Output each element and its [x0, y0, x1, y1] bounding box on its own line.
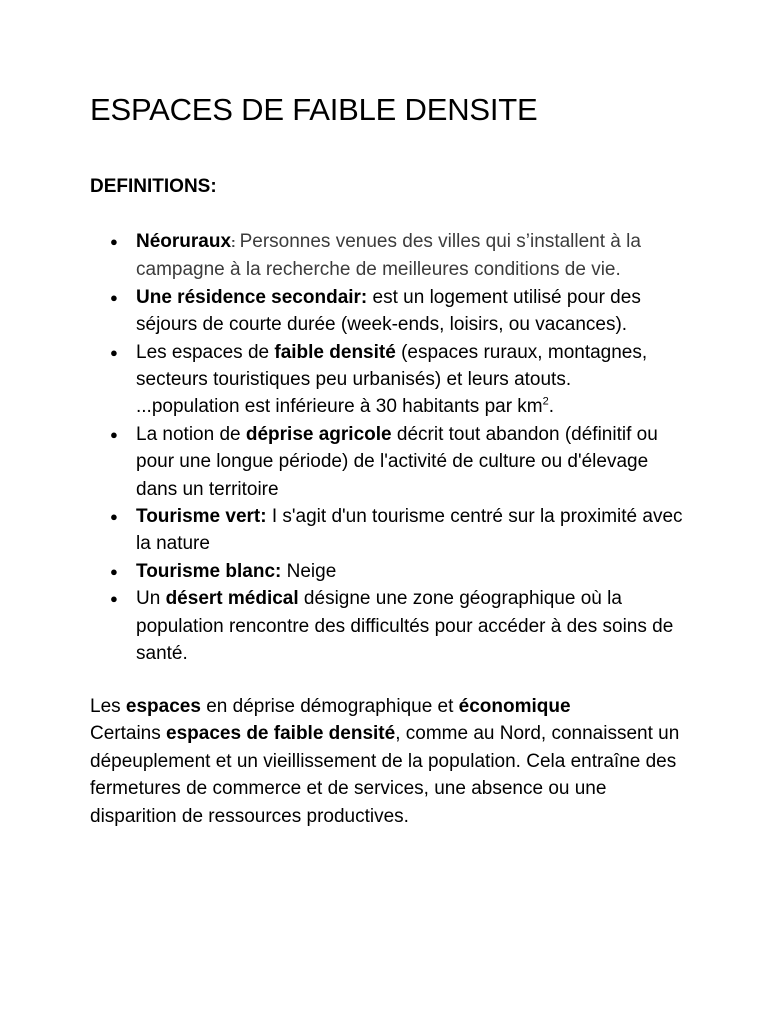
page-title: ESPACES DE FAIBLE DENSITE: [90, 92, 538, 127]
paragraph-text-4: , comme au Nord, connaissent un dépeuplement et un vieillissement de la population. Cela entraîne des fermetures de commerce et de services, une absence ou une disparition de ressources productives.: [90, 723, 680, 827]
definition-item-tourisme-blanc: [110, 558, 690, 585]
term-neoruraux: Néoruraux: [136, 231, 232, 252]
term-tourisme-vert: Tourisme vert:: [136, 506, 267, 528]
definitions-list: [110, 228, 690, 668]
paragraph-text-2: en déprise démographique et: [200, 696, 459, 717]
definition-text-faible-densite: (espaces ruraux, montagnes, secteurs touristiques peu urbanisés) et leurs atouts.: [136, 341, 648, 391]
definition-text-residence: est un logement utilisé pour des séjours de courte durée (week-ends, loisirs, ou vacances).: [136, 286, 641, 336]
term-desert: désert médical: [165, 588, 299, 610]
definition-pre-desert: Un: [136, 588, 166, 610]
definitions-heading: DEFINITIONS:: [90, 176, 217, 197]
paragraph-bold-espaces: espaces: [125, 696, 201, 717]
term-deprise: déprise agricole: [245, 423, 392, 445]
definition-text-neoruraux: Personnes venues des villes qui s’installent à la campagne à la recherche de meilleures conditions de vie.: [136, 231, 641, 281]
definition-pre-deprise: La notion de: [136, 423, 246, 445]
superscript-2: 2: [542, 396, 549, 409]
definition-text-tourisme-blanc: Neige: [281, 560, 337, 582]
body-paragraph: [90, 693, 690, 830]
paragraph-text-1: Les: [90, 696, 126, 717]
paragraph-bold-economique: économique: [458, 696, 571, 717]
term-separator: :: [231, 234, 240, 250]
definition-pre-faible-densite: Les espaces de: [136, 341, 275, 363]
definition-line2-faible-densite: ...population est inférieure à 30 habitants par km: [136, 396, 543, 418]
term-tourisme-blanc: Tourisme blanc:: [136, 560, 282, 582]
term-residence: Une résidence secondair:: [136, 286, 368, 308]
paragraph-text-3: Certains: [90, 723, 167, 745]
definition-end-faible-densite: .: [548, 396, 555, 418]
definition-item-residence: [110, 284, 690, 339]
definition-item-deprise: [110, 421, 690, 503]
definition-item-tourisme-vert: [110, 503, 690, 558]
term-faible-densite: faible densité: [274, 341, 396, 363]
definition-item-neoruraux: [110, 228, 690, 284]
definition-text-deprise: décrit tout abandon (définitif ou pour une longue période) de l'activité de culture ou d'élevage dans un territoire: [136, 423, 658, 500]
definition-item-desert: [110, 585, 690, 667]
paragraph-bold-faible-densite: espaces de faible densité: [166, 723, 396, 745]
definition-text-desert: désigne une zone géographique où la population rencontre des difficultés pour accéder à des soins de santé.: [136, 588, 674, 665]
definition-text-tourisme-vert: I s'agit d'un tourisme centré sur la proximité avec la nature: [136, 506, 683, 555]
definition-item-faible-densite: [110, 339, 690, 421]
